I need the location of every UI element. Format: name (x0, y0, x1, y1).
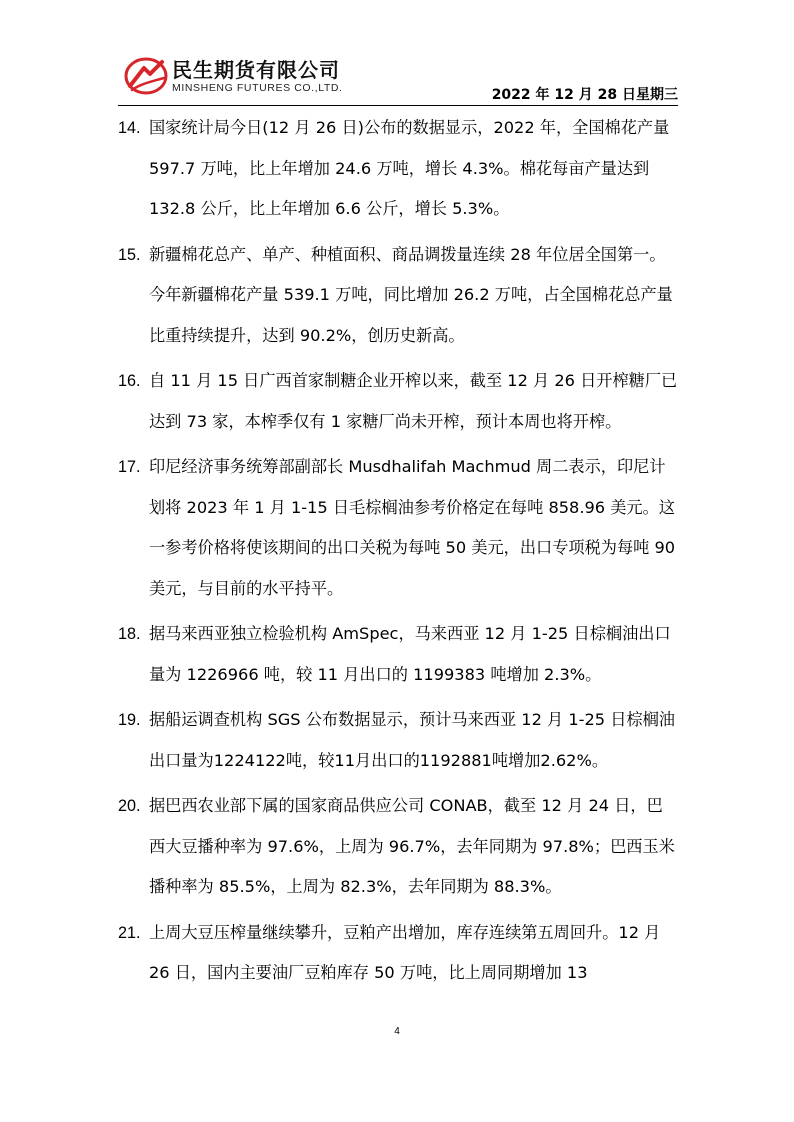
item-text: 国家统计局今日(12 月 26 日)公布的数据显示，2022 年，全国棉花产量 597.7 万吨，比上年增加 24.6 万吨，增长 4.3%。棉花每亩产量达到 132.8 公斤，比上年增加 6.6 公斤，增长 5.3%。 (149, 118, 670, 218)
news-list (118, 108, 678, 999)
item-number: 18. (118, 625, 141, 643)
news-item (118, 447, 678, 609)
item-number: 15. (118, 245, 141, 264)
item-text: 据马来西亚独立检验机构 AmSpec，马来西亚 12 月 1-25 日棕榈油出口量为 1226966 吨，较 11 月出口的 1199383 吨增加 2.3%。 (149, 624, 671, 684)
header-divider (118, 105, 678, 106)
news-item (118, 786, 678, 908)
news-item (118, 108, 678, 230)
item-text: 据船运调查机构 SGS 公布数据显示，预计马来西亚 12 月 1-25 日棕榈油出口量为1224122吨，较11月出口的1192881吨增加2.62%。 (149, 710, 675, 770)
item-text: 新疆棉花总产、单产、种植面积、商品调拨量连续 28 年位居全国第一。今年新疆棉花产量 539.1 万吨，同比增加 26.2 万吨，占全国棉花总产量比重持续提升，达到 90.2%，创历史新高。 (149, 244, 673, 345)
item-text: 据巴西农业部下属的国家商品供应公司 CONAB，截至 12 月 24 日，巴西大豆播种率为 97.6%，上周为 96.7%，去年同期为 97.8%；巴西玉米播种率为 85.5%，上周为 82.3%，去年同期为 88.3%。 (149, 796, 675, 896)
item-text: 自 11 月 15 日广西首家制糖企业开榨以来，截至 12 月 26 日开榨糖厂已达到 73 家，本榨季仅有 1 家糖厂尚未开榨，预计本周也将开榨。 (149, 371, 678, 431)
item-number: 19. (118, 711, 141, 729)
item-number: 14. (118, 119, 141, 137)
news-item (118, 700, 678, 781)
minsheng-logo-icon (124, 56, 168, 96)
item-text: 上周大豆压榨量继续攀升，豆粕产出增加，库存连续第五周回升。12 月 26 日，国内主要油厂豆粕库存 50 万吨，比上周同期增加 13 (149, 922, 661, 982)
news-item (118, 614, 678, 695)
page-header (118, 50, 678, 106)
item-number: 17. (118, 458, 141, 476)
company-name-cn: 民生期货有限公司 (172, 58, 340, 82)
company-logo (118, 50, 368, 100)
news-item (118, 913, 678, 994)
item-number: 21. (118, 923, 141, 942)
news-item (118, 361, 678, 442)
item-number: 16. (118, 372, 141, 390)
report-date: 2022 年 12 月 28 日星期三 (491, 87, 678, 103)
company-name-en: MINSHENG FUTURES CO.,LTD. (172, 82, 343, 94)
item-number: 20. (118, 797, 141, 815)
page-number: 4 (394, 1026, 400, 1037)
news-item (118, 235, 678, 357)
item-text: 印尼经济事务统筹部副部长 Musdhalifah Machmud 周二表示，印尼计划将 2023 年 1 月 1-15 日毛棕榈油参考价格定在每吨 858.96 美元。这一参考价格将使该期间的出口关税为每吨 50 美元，出口专项税为每吨 90 美元，与目前的水平持平。 (149, 457, 676, 598)
